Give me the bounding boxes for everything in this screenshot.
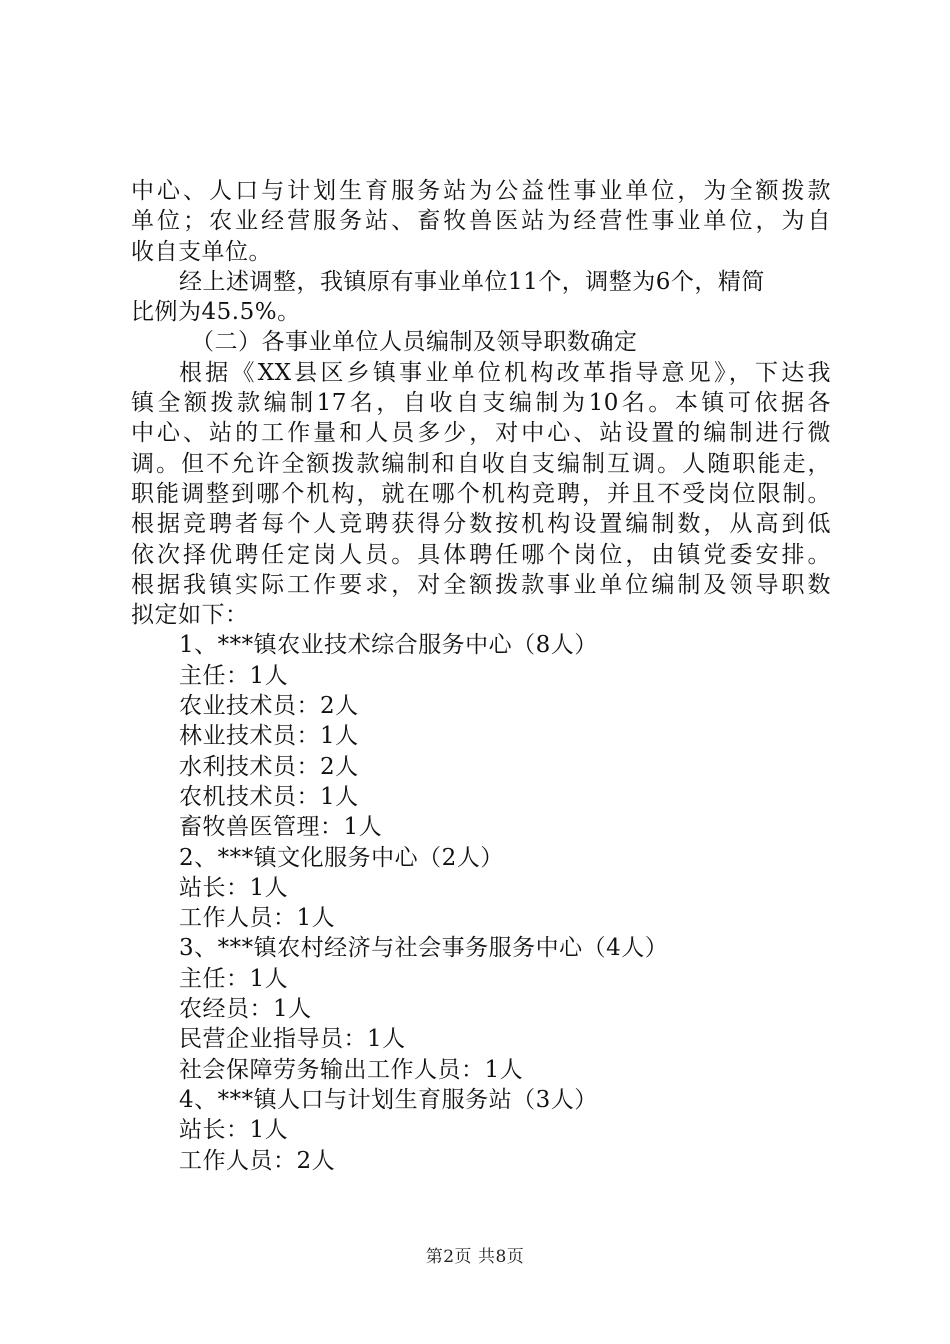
text-line: 经上述调整，我镇原有事业单位11个，调整为6个，精简 xyxy=(179,268,765,295)
list-heading: 3、***镇农村经济与社会事务服务中心（4人） xyxy=(179,935,669,962)
text-line: 比例为45.5%。 xyxy=(131,299,301,326)
section-heading: （二）各事业单位人员编制及领导职数确定 xyxy=(191,329,638,356)
list-item: 林业技术员：1人 xyxy=(179,723,359,750)
list-item: 主任：1人 xyxy=(179,662,289,689)
text-line: 收自支单位。 xyxy=(131,238,272,265)
text-line: 根据我镇实际工作要求，对全额拨款事业单位编制及领导职数 xyxy=(131,571,831,598)
list-item: 站长：1人 xyxy=(179,1117,289,1144)
list-item: 工作人员：1人 xyxy=(179,905,336,932)
list-item: 民营企业指导员：1人 xyxy=(179,1026,406,1053)
list-item: 社会保障劳务输出工作人员：1人 xyxy=(179,1056,524,1083)
text-line: 中心、人口与计划生育服务站为公益性事业单位，为全额拨款 xyxy=(131,178,831,204)
text-line: 镇全额拨款编制17名，自收自支编制为10名。本镇可依据各 xyxy=(131,390,831,417)
list-item: 农机技术员：1人 xyxy=(179,783,359,810)
list-item: 工作人员：2人 xyxy=(179,1147,336,1174)
text-line: 根据竞聘者每个人竞聘获得分数按机构设置编制数，从高到低 xyxy=(131,511,831,538)
text-line: 职能调整到哪个机构，就在哪个机构竞聘，并且不受岗位限制。 xyxy=(131,480,831,507)
list-item: 水利技术员：2人 xyxy=(179,753,359,780)
list-heading: 4、***镇人口与计划生育服务站（3人） xyxy=(179,1086,598,1113)
list-item: 主任：1人 xyxy=(179,965,289,992)
text-line: 调。但不允许全额拨款编制和自收自支编制互调。人随职能走， xyxy=(131,450,831,477)
text-line: 根据《XX县区乡镇事业单位机构改革指导意见》，下达我 xyxy=(179,359,831,386)
list-item: 畜牧兽医管理：1人 xyxy=(179,814,383,841)
list-item: 农经员：1人 xyxy=(179,996,312,1023)
document-body xyxy=(131,176,831,1176)
text-line: 单位；农业经营服务站、畜牧兽医站为经营性事业单位，为自 xyxy=(131,208,831,235)
list-heading: 2、***镇文化服务中心（2人） xyxy=(179,844,504,871)
list-heading: 1、***镇农业技术综合服务中心（8人） xyxy=(179,632,598,659)
text-line: 拟定如下： xyxy=(131,602,249,629)
page-number-footer: 第2页 共8页 xyxy=(425,1247,525,1267)
text-line: 依次择优聘任定岗人员。具体聘任哪个岗位，由镇党委安排。 xyxy=(131,541,831,568)
text-line: 中心、站的工作量和人员多少，对中心、站设置的编制进行微 xyxy=(131,420,831,447)
list-item: 站长：1人 xyxy=(179,874,289,901)
list-item: 农业技术员：2人 xyxy=(179,693,359,720)
